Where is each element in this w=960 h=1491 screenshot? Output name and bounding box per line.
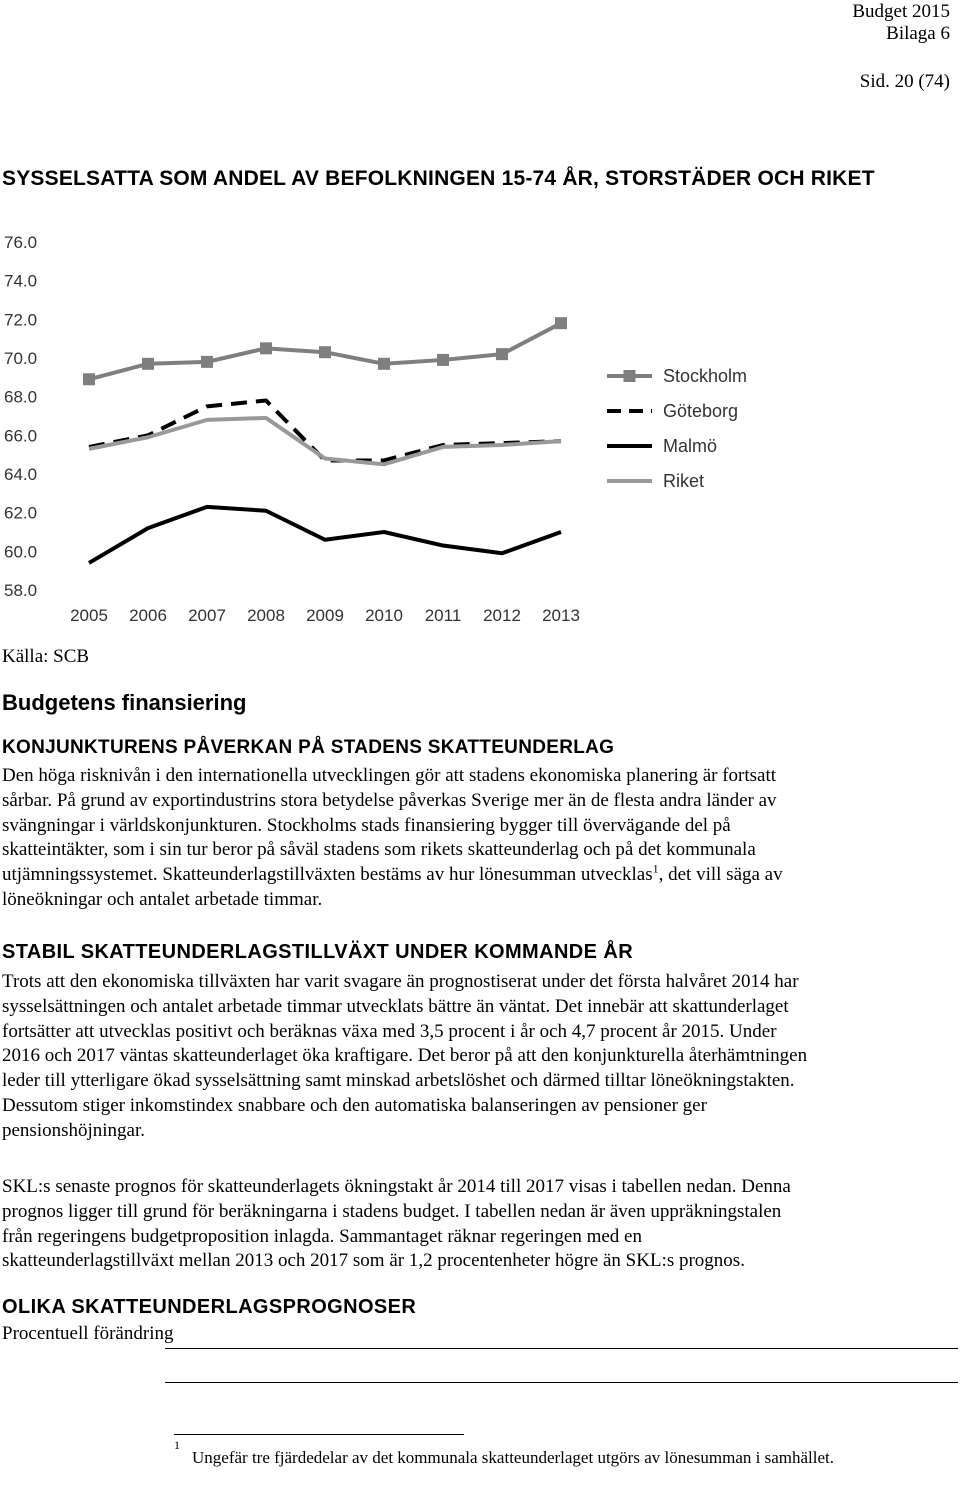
paragraph-line: fortsätter att utvecklas positivt och beräknas växa med 3,5 procent i år och 4,7 procent år 2015. Under (2, 1020, 777, 1042)
y-tick-label: 74.0 (4, 271, 38, 291)
paragraph-line: Den höga risknivån i den internationella utvecklingen gör att stadens ekonomiska planering är fortsatt (2, 765, 777, 786)
table-caption: Procentuell förändring (2, 1323, 174, 1344)
x-tick-label: 2007 (188, 606, 226, 625)
y-tick-label: 66.0 (4, 426, 38, 446)
footnote-separator (174, 1434, 464, 1435)
page-number: Sid. 20 (74) (859, 71, 950, 92)
paragraph-line (2, 863, 952, 888)
legend-marker-stockholm (624, 370, 636, 382)
x-tick-label: 2005 (70, 606, 108, 625)
x-tick-label: 2011 (424, 606, 462, 625)
legend-label-malmo: Malmö (663, 436, 718, 456)
x-tick-label: 2008 (247, 606, 285, 625)
paragraph-line: sårbar. På grund av exportindustrins stora betydelse påverkas Sverige mer än de flesta andra länder av (2, 789, 777, 811)
table-rule-bottom (165, 1382, 958, 1383)
legend-label-stockholm: Stockholm (663, 366, 748, 386)
paragraph-line: prognos ligger till grund för beräkningarna i stadens budget. I tabellen nedan är även uppräkningstalen (2, 1200, 782, 1222)
y-tick-label: 58.0 (4, 581, 38, 600)
data-point-stockholm (83, 373, 95, 385)
paragraph-line: 2016 och 2017 väntas skatteunderlaget öka kraftigare. Det beror på att den konjunkturella återhämtningen (2, 1045, 808, 1067)
paragraph-stabil (2, 970, 952, 1144)
paragraph-konjunktur (2, 764, 952, 913)
paragraph-skl (2, 1175, 952, 1274)
x-tick-label: 2013 (542, 606, 580, 625)
y-tick-label: 76.0 (4, 233, 38, 252)
paragraph-line: Dessutom stiger inkomstindex snabbare och den automatiska balanseringen av pensioner ger (2, 1094, 707, 1116)
y-tick-label: 62.0 (4, 503, 38, 523)
data-point-stockholm (142, 358, 154, 370)
chart-title: SYSSELSATTA SOM ANDEL AV BEFOLKNINGEN 15-74 ÅR, STORSTÄDER OCH RIKET (2, 167, 875, 190)
paragraph-line: leder till ytterligare ökad sysselsättning samt minskad arbetslöshet och därmed tilltar löneökningstakten. (2, 1070, 795, 1092)
paragraph-line-tail: , det vill säga av (658, 864, 783, 886)
heading-konjunktur: KONJUNKTURENS PÅVERKAN PÅ STADENS SKATTEUNDERLAG (2, 737, 615, 758)
paragraph-line: svängningar i världskonjunkturen. Stockholms stads finansiering bygger till övervägande del på (2, 814, 731, 836)
series-line-malmo (89, 507, 561, 563)
footnote-reference: 1 (652, 861, 659, 876)
x-tick-label: 2012 (483, 606, 521, 625)
paragraph-line: skatteunderlagstillväxt mellan 2013 och 2017 som är 1,2 procentenheter högre än SKL:s prognos. (2, 1250, 745, 1272)
table-rule-top (165, 1348, 958, 1349)
data-point-stockholm (260, 342, 272, 354)
paragraph-line: från regeringens budgetproposition inlagda. Sammantaget räknar regeringen med en (2, 1225, 642, 1247)
paragraph-line: SKL:s senaste prognos för skatteunderlagets ökningstakt år 2014 till 2017 visas i tabellen nedan. Denna (2, 1176, 791, 1197)
footnote-number: 1 (174, 1438, 180, 1452)
heading-stabil: STABIL SKATTEUNDERLAGSTILLVÄXT UNDER KOMMANDE ÅR (2, 941, 634, 963)
paragraph-line: skatteintäkter, som i sin tur beror på såväl stadens som rikets skatteunderlag och på det kommunala (2, 839, 756, 861)
legend-label-goteborg: Göteborg (663, 401, 739, 421)
data-point-stockholm (319, 346, 331, 358)
legend-label-riket: Riket (663, 471, 705, 491)
series-line-goteborg (89, 401, 561, 461)
data-point-stockholm (201, 356, 213, 368)
section-title: Budgetens finansiering (2, 690, 247, 715)
data-point-stockholm (378, 358, 390, 370)
heading-prognoser: OLIKA SKATTEUNDERLAGSPROGNOSER (2, 1296, 417, 1318)
y-tick-label: 68.0 (4, 387, 38, 407)
data-point-stockholm (437, 354, 449, 366)
footnote-text: Ungefär tre fjärdedelar av det kommunala skatteunderlaget utgörs av lönesumman i samhället. (192, 1448, 834, 1467)
series-line-riket (89, 418, 561, 464)
data-point-stockholm (555, 317, 567, 329)
paragraph-line: pensionshöjningar. (2, 1119, 146, 1141)
x-tick-label: 2009 (306, 606, 344, 625)
chart-source: Källa: SCB (2, 646, 90, 667)
employment-line-chart (0, 225, 960, 635)
paragraph-line: sysselsättningen och antalet arbetade timmar utvecklats bättre än väntat. Det innebär att skattunderlaget (2, 995, 789, 1017)
document-header-bilaga: Bilaga 6 (886, 23, 950, 44)
y-tick-label: 64.0 (4, 465, 38, 484)
paragraph-line-text: utjämningssystemet. Skatteunderlagstillväxten bestäms av hur lönesumman utvecklas (2, 864, 653, 886)
y-tick-label: 60.0 (4, 542, 38, 562)
data-point-stockholm (496, 348, 508, 360)
x-tick-label: 2010 (365, 606, 403, 625)
document-header-budget: Budget 2015 (852, 1, 950, 22)
y-tick-label: 70.0 (4, 349, 38, 368)
x-tick-label: 2006 (129, 606, 167, 625)
paragraph-line: löneökningar och antalet arbetade timmar. (2, 888, 323, 910)
y-tick-label: 72.0 (4, 310, 38, 330)
paragraph-line: Trots att den ekonomiska tillväxten har varit svagare än prognostiserat under det första halvåret 2014 har (2, 971, 799, 992)
